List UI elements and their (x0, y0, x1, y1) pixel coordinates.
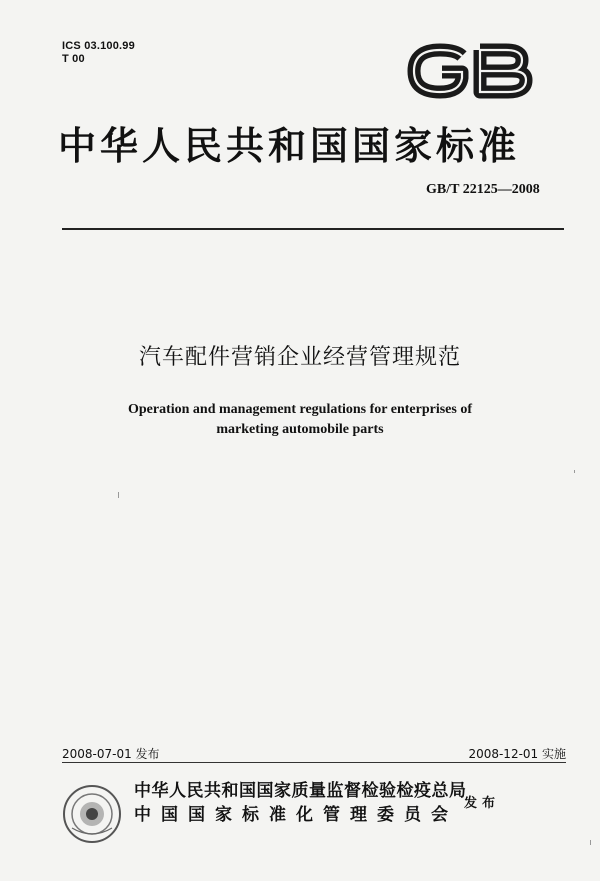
header-divider (62, 228, 564, 230)
issue-date: 2008-07-01 发布 (62, 747, 160, 761)
title-en-line-2: marketing automobile parts (216, 422, 384, 437)
scan-speck (590, 840, 591, 845)
standard-number: GB/T 22125—2008 (426, 182, 540, 197)
ics-code: ICS 03.100.99 (62, 40, 135, 52)
footer-divider (62, 762, 566, 763)
document-title-en (100, 400, 500, 440)
classification-codes (62, 40, 135, 66)
standard-type-title: 中华人民共和国国家标准 (58, 123, 521, 168)
scan-speck (574, 470, 575, 473)
category-code: T 00 (62, 53, 85, 65)
issuer-aqsiq: 中华人民共和国国家质量监督检验检疫总局 (134, 781, 467, 801)
official-seal-icon (62, 784, 122, 844)
issuing-organizations (134, 779, 467, 827)
document-title-cn: 汽车配件营销企业经营管理规范 (138, 345, 461, 370)
implementation-date: 2008-12-01 实施 (468, 747, 566, 761)
gb-logo-icon (404, 42, 536, 100)
title-en-line-1: Operation and management regulations for enterprises of (127, 402, 472, 417)
publish-label: 发布 (464, 796, 501, 811)
issuer-sac: 中国国家标准化管理委员会 (134, 805, 458, 825)
scan-speck (118, 492, 119, 498)
